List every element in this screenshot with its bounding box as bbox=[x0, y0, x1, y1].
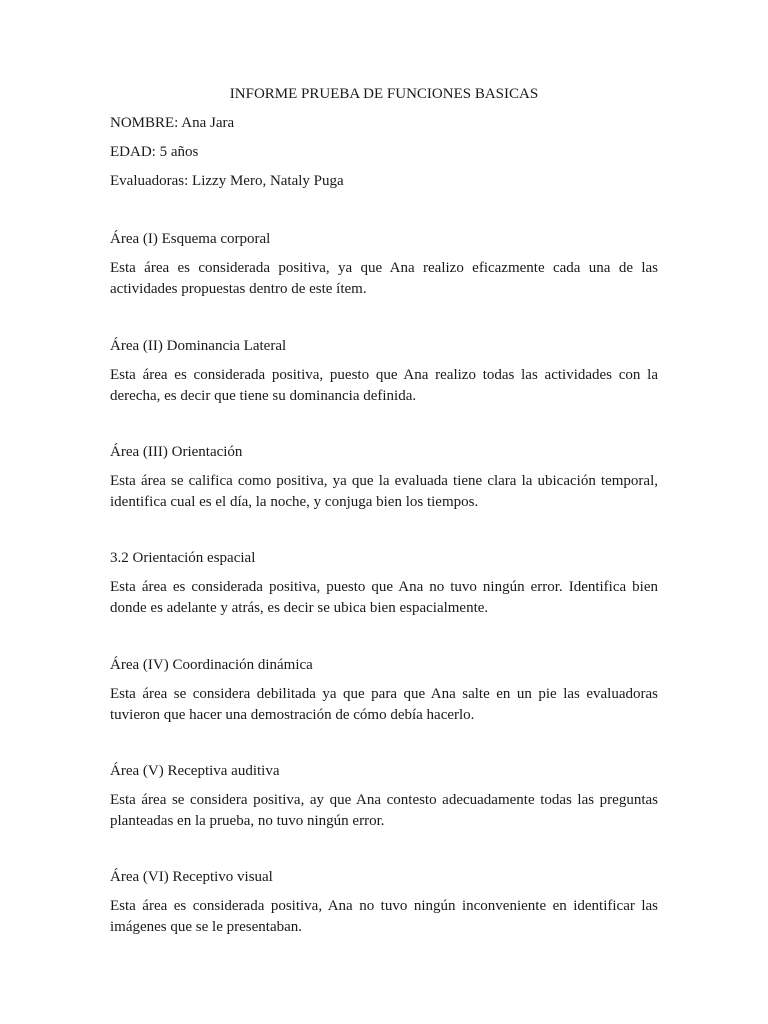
section-text: Esta área es considerada positiva, ya que Ana realizo eficazmente cada una de las actividades propuestas dentro de este ítem. bbox=[110, 260, 658, 297]
document-title: INFORME PRUEBA DE FUNCIONES BASICAS bbox=[229, 86, 539, 102]
section-heading: Área (VI) Receptivo visual bbox=[110, 869, 273, 885]
section-text: Esta área es considerada positiva, puesto que Ana no tuvo ningún error. Identifica bien donde es adelante y atrás, es decir se ubica bien espacialmente. bbox=[110, 579, 658, 616]
section-heading: Área (II) Dominancia Lateral bbox=[110, 338, 287, 354]
student-name: NOMBRE: Ana Jara bbox=[110, 115, 235, 131]
section-heading: 3.2 Orientación espacial bbox=[110, 550, 256, 566]
section-heading: Área (V) Receptiva auditiva bbox=[110, 763, 280, 779]
section-text: Esta área se considera debilitada ya que para que Ana salte en un pie las evaluadoras tuvieron que hacer una demostración de cómo debía hacerlo. bbox=[110, 686, 658, 723]
section-text: Esta área es considerada positiva, Ana no tuvo ningún inconveniente en identificar las imágenes que se le presentaban. bbox=[110, 898, 658, 935]
student-age: EDAD: 5 años bbox=[110, 144, 199, 160]
evaluators: Evaluadoras: Lizzy Mero, Nataly Puga bbox=[110, 173, 344, 189]
section-text: Esta área se califica como positiva, ya que la evaluada tiene clara la ubicación temporal, identifica cual es el día, la noche, y conjuga bien los tiempos. bbox=[110, 473, 658, 510]
section-heading: Área (IV) Coordinación dinámica bbox=[110, 657, 313, 673]
section-text: Esta área se considera positiva, ay que Ana contesto adecuadamente todas las preguntas planteadas en la prueba, no tuvo ningún error. bbox=[110, 792, 658, 829]
section-heading: Área (I) Esquema corporal bbox=[110, 231, 271, 247]
section-text: Esta área es considerada positiva, puesto que Ana realizo todas las actividades con la derecha, es decir que tiene su dominancia definida. bbox=[110, 367, 658, 404]
section-heading: Área (III) Orientación bbox=[110, 444, 243, 460]
